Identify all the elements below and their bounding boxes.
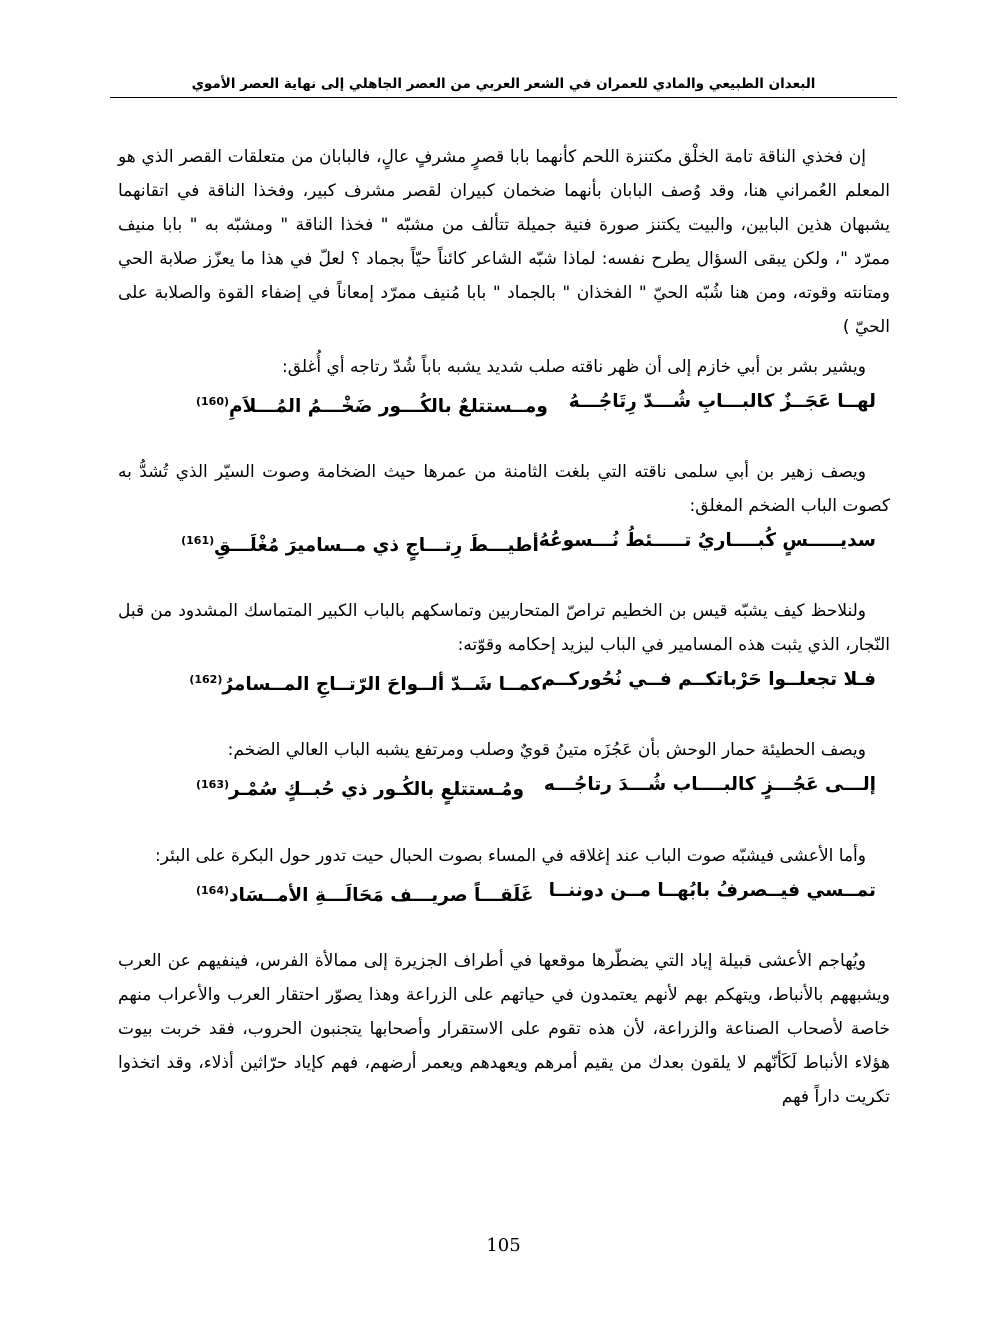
paragraph: وأما الأعشى فيشبّه صوت الباب عند إغلاقه في المساء بصوت الحبال حيت تدور حول البكرة على البئر: — [154, 845, 866, 866]
poetry-verse — [118, 523, 890, 564]
verse-second-hemistich — [196, 384, 548, 425]
footnote-ref: (162) — [189, 673, 223, 687]
paragraph: ويصف زهير بن أبي سلمى ناقته التي بلغت الثامنة من عمرها حيث الضخامة وصوت السيّر الذي تُشدُّ به كصوت الباب الضخم المغلق: — [118, 462, 890, 517]
verse-text: ومــستتلعٌ بالكُـــور ضَخْـــمُ المُـــلاَمِ — [229, 396, 548, 418]
verse-second-hemistich — [196, 873, 533, 914]
footnote-ref: (164) — [196, 883, 230, 897]
paragraph: ويشير بشر بن أبي خازم إلى أن ظهر ناقته صلب شديد يشبه باباً شُدّ رتاجه أي أُغلق: — [281, 357, 866, 377]
verse-first-hemistich: فـلا تجعلــوا حَرْباتكــم فــي نُحُوركــم — [541, 669, 876, 691]
footnote-ref: (163) — [196, 778, 230, 792]
verse-text: غَلَقـــاً صريـــف مَحَالَـــةِ الأمــسَاد — [229, 884, 534, 906]
verse-text: كمــا شَــدّ ألــواحَ الرّتــاجِ المــسامرُ — [222, 674, 542, 696]
verse-second-hemistich — [181, 523, 539, 564]
poetry-verse — [118, 767, 890, 808]
verse-first-hemistich: سديـــــسٍ كُبــــاريُ تـــــئطُ نُـــسوعُهُ — [538, 530, 876, 552]
verse-second-hemistich — [189, 662, 541, 703]
footnote-ref: (161) — [181, 534, 215, 548]
paragraph: ويُهاجم الأعشى قبيلة إياد التي يضطّرها موقعها في أطراف الجزيرة إلى ممالأة الفرس، فينفيهم عن العرب ويشبههم بالأنباط، ويتهكم بهم لأنهم يعتمدون في حياتهم على الزراعة وهذا يصوّر احتقار العرب والأعراب منهم خاصة لأصحاب الصناعة والزراعة، لأن هذه تقوم على الاستقرار وأصحابها يتجنبون الحروب، فقد خربت بيوت هؤلاء الأنباط لَكَأنّهم لا يلقون بعدك من يقيم أمرهم ويعهدهم ويعمر أرضهم، فهم كإياد حرّاثين أذلاء، وقد اتخذوا تكريت داراً فهم — [118, 950, 890, 1107]
poetry-verse — [118, 384, 890, 425]
verse-first-hemistich: إلـــى عَجُـــزٍ كالبــــاب شُـــدَ رتاجُـــه — [543, 774, 876, 796]
verse-first-hemistich: لهــا عَجَــزٌ كالبـــابِ شُـــدّ رِتَاجُـــهُ — [568, 391, 876, 412]
footnote-ref: (160) — [196, 395, 230, 408]
poetry-verse — [118, 662, 890, 703]
paragraph: ويصف الحطيئة حمار الوحش بأن عَجُزَه متينُ قويٌ وصلب ومرتفع يشبه الباب العالي الضخم: — [227, 740, 866, 761]
verse-text: أطيـــطَ رِتـــاجٍ ذي مــساميرَ مُغْلَـــقِ — [214, 535, 539, 557]
page-body — [118, 140, 890, 1114]
paragraph: ولنلاحظ كيف يشبّه قيس بن الخطيم تراصّ المتحاربين وتماسكهم بالباب الكبير المتماسك المشدود من قبل النّجار، الذي يثبت هذه المسامير في الباب ليزيد إحكامه وقوّته: — [118, 601, 890, 656]
page-number: 105 — [486, 1235, 521, 1256]
poetry-verse — [118, 873, 890, 914]
running-header: البعدان الطبيعي والمادي للعمران في الشعر العربي من العصر الجاهلي إلى نهاية العصر الأموي — [110, 76, 897, 98]
verse-second-hemistich — [196, 767, 524, 808]
paragraph: إن فخذي الناقة تامة الخلْق مكتنزة اللحم كأنهما بابا قصرٍ مشرفٍ عالٍ، فالبابان من متعلقات القصر الذي هو المعلم العُمراني هنا، وقد وُصف البابان بأنهما ضخمان كبيران لقصر مشرف كبير، وفخذا الناقة في اتقانهما يشبهان هذين البابين، والبيت يكتنز صورة فنية جميلة تتألف من مشبّه " فخذا الناقة " ومشبّه به " بابا منيف ممرّد "، ولكن يبقى السؤال يطرح نفسه: لماذا شبّه الشاعر كائناً حيّاً بجماد ؟ لعلّ في هذا ما يعزّز صلابة الحي ومتانته وقوته، ومن هنا شُبّه الحيّ " الفخذان " بالجماد " بابا مُنيف ممرّد إمعاناً في إضفاء القوة والصلابة على الحيّ ) — [118, 147, 890, 337]
verse-text: ومُـستتلعٍ بالكُـور ذي حُبــكٍ سُمْـر — [229, 779, 524, 801]
verse-first-hemistich: تمــسي فيــصرفُ بابُهــا مــن دوننــا — [548, 879, 876, 901]
